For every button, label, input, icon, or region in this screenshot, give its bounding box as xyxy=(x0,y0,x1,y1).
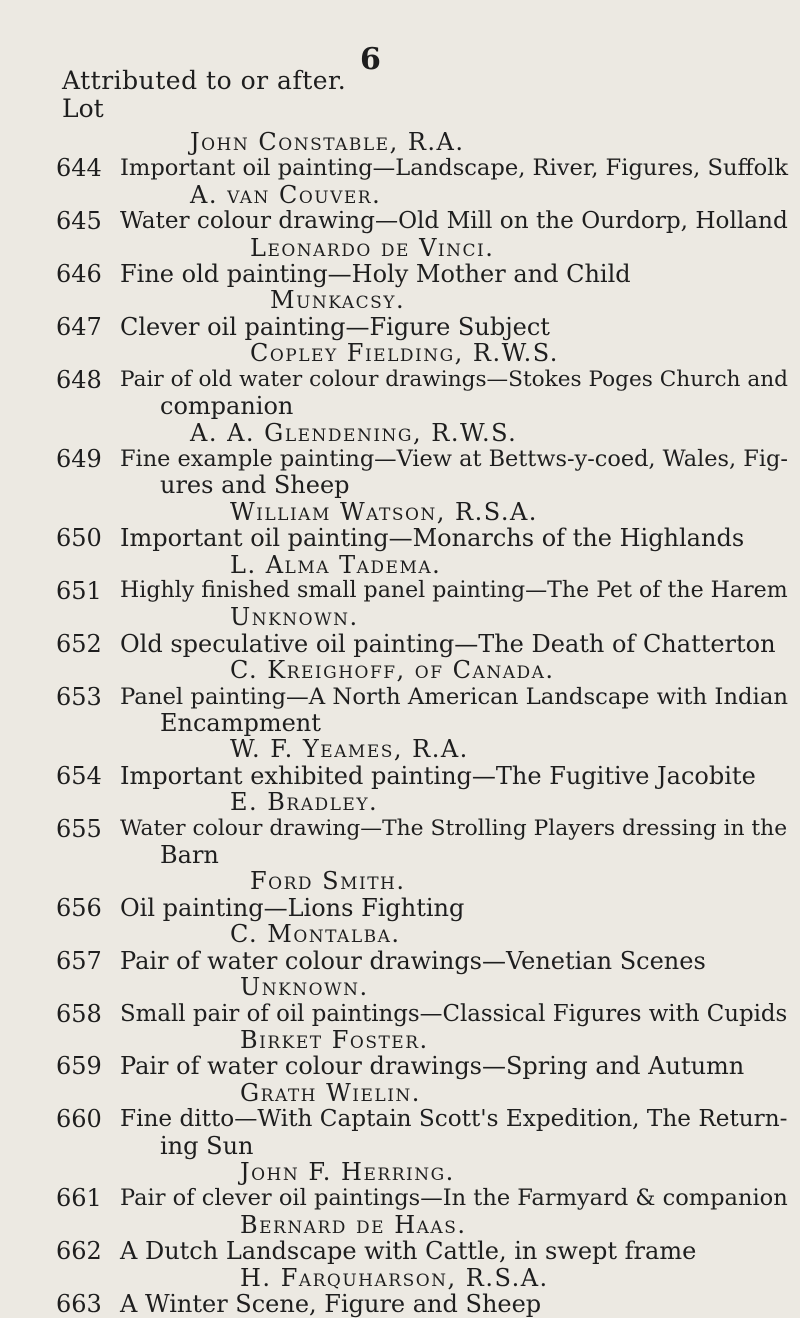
lot-description: Small pair of oil paintings—Classical Figures with Cupids xyxy=(120,1001,788,1027)
lot-description: Important oil painting—Monarchs of the Highlands xyxy=(120,524,745,552)
lot-description: Water colour drawing—Old Mill on the Ourdorp, Holland xyxy=(120,208,788,234)
lot-description: Fine example painting—View at Bettws-y-coed, Wales, Fig- xyxy=(120,446,788,472)
artist-name: H. Farquharson, R.S.A. xyxy=(240,1264,549,1292)
description-continuation: ing Sun xyxy=(160,1132,254,1160)
artist-name: John F. Herring. xyxy=(240,1158,455,1186)
lot-number: 649 xyxy=(56,445,102,473)
artist-name: L. Alma Tadema. xyxy=(230,551,442,579)
lot-description: Clever oil painting—Figure Subject xyxy=(120,313,550,341)
lot-description: Important exhibited painting—The Fugitive Jacobite xyxy=(120,762,756,790)
section-header: Attributed to or after. xyxy=(62,66,347,95)
artist-name: Bernard de Haas. xyxy=(240,1211,467,1239)
description-continuation: ures and Sheep xyxy=(160,471,350,499)
lot-number: 660 xyxy=(56,1105,102,1133)
artist-name: C. Kreighoff, of Canada. xyxy=(230,656,555,684)
lot-number: 655 xyxy=(56,815,102,843)
lot-description: Important oil painting—Landscape, River, Figures, Suffolk xyxy=(120,155,789,181)
artist-name: Leonardo de Vinci. xyxy=(250,234,495,262)
lot-number: 662 xyxy=(56,1237,102,1265)
artist-name: A. A. Glendening, R.W.S. xyxy=(190,419,518,447)
description-continuation: Barn xyxy=(160,841,219,869)
lot-description: Pair of old water colour drawings—Stokes Poges Church and xyxy=(120,367,788,392)
description-continuation: Encampment xyxy=(160,709,321,737)
artist-name: Unknown. xyxy=(230,603,359,631)
artist-name: A. van Couver. xyxy=(190,181,382,209)
artist-name: Unknown. xyxy=(240,973,369,1001)
lot-number: 645 xyxy=(56,207,102,235)
artist-name: C. Montalba. xyxy=(230,920,401,948)
lot-description: Old speculative oil painting—The Death of Chatterton xyxy=(120,630,776,658)
artist-name: Copley Fielding, R.W.S. xyxy=(250,339,559,367)
lot-number: 661 xyxy=(56,1184,102,1212)
lot-description: Pair of water colour drawings—Spring and Autumn xyxy=(120,1052,745,1080)
page-number: 6 xyxy=(360,42,381,77)
artist-name: John Constable, R.A. xyxy=(190,128,465,156)
lot-number: 659 xyxy=(56,1052,102,1080)
lot-number: 648 xyxy=(56,366,102,394)
artist-name: E. Bradley. xyxy=(230,788,379,816)
artist-name: Grath Wielin. xyxy=(240,1079,421,1107)
artist-name: Ford Smith. xyxy=(250,867,406,895)
lot-description: Panel painting—A North American Landscape with Indian xyxy=(120,684,789,710)
lot-number: 652 xyxy=(56,630,102,658)
lot-description: Fine old painting—Holy Mother and Child xyxy=(120,260,631,288)
lot-description: Pair of water colour drawings—Venetian Scenes xyxy=(120,947,706,975)
lot-number: 647 xyxy=(56,313,102,341)
description-continuation: companion xyxy=(160,392,294,420)
lot-description: Oil painting—Lions Fighting xyxy=(120,894,465,922)
artist-name: Munkacsy. xyxy=(270,286,406,314)
lot-number: 646 xyxy=(56,260,102,288)
lot-number: 663 xyxy=(56,1290,102,1318)
artist-name: William Watson, R.S.A. xyxy=(230,498,538,526)
lot-number: 656 xyxy=(56,894,102,922)
lot-description: Water colour drawing—The Strolling Players dressing in the xyxy=(120,816,788,841)
lot-number: 651 xyxy=(56,577,102,605)
lot-description: Highly finished small panel painting—The Pet of the Harem xyxy=(120,578,788,603)
lot-number: 650 xyxy=(56,524,102,552)
artist-name: Birket Foster. xyxy=(240,1026,429,1054)
lot-number: 644 xyxy=(56,154,102,182)
artist-name: W. F. Yeames, R.A. xyxy=(230,735,469,763)
lot-description: A Dutch Landscape with Cattle, in swept frame xyxy=(120,1237,697,1265)
lot-number: 654 xyxy=(56,762,102,790)
lot-description: Pair of clever oil paintings—In the Farmyard & companion xyxy=(120,1185,788,1211)
lot-description: A Winter Scene, Figure and Sheep xyxy=(120,1290,542,1318)
lot-description: Fine ditto—With Captain Scott's Expedition, The Return- xyxy=(120,1105,788,1132)
lot-column-label: Lot xyxy=(62,94,104,123)
lot-number: 658 xyxy=(56,1000,102,1028)
lot-number: 653 xyxy=(56,683,102,711)
lot-number: 657 xyxy=(56,947,102,975)
